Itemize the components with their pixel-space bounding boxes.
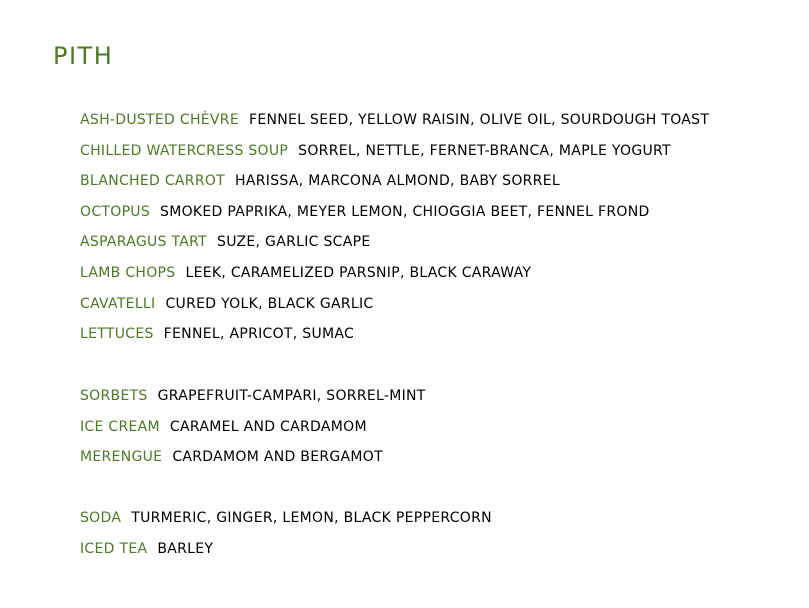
menu-item-name: CHILLED WATERCRESS SOUP — [80, 142, 289, 159]
menu-item-name: MERENGUE — [80, 449, 163, 466]
menu-item-name: BLANCHED CARROT — [80, 173, 226, 190]
menu-item-description: SMOKED PAPRIKA, MEYER LEMON, CHIOGGIA BEET, FENNEL FROND — [160, 203, 650, 220]
menu-item-description: SORREL, NETTLE, FERNET-BRANCA, MAPLE YOGURT — [298, 142, 671, 159]
menu-item — [80, 266, 709, 297]
menu-item-name: SODA — [80, 510, 122, 526]
menu-item-description: FENNEL, APRICOT, SUMAC — [163, 326, 355, 343]
menu-item-name: LETTUCES — [80, 326, 154, 343]
menu-item — [80, 450, 426, 481]
menu-item-description: BARLEY — [157, 540, 214, 557]
menu-item-name: ICED TEA — [80, 540, 148, 557]
menu-item — [80, 511, 492, 542]
menu-section-sweets — [80, 389, 426, 481]
menu-item — [80, 235, 709, 266]
menu-item — [80, 327, 709, 358]
menu-item-name: ASPARAGUS TART — [80, 234, 208, 251]
menu-section-savory — [80, 113, 709, 358]
menu-item-description: TURMERIC, GINGER, LEMON, BLACK PEPPERCORN — [131, 510, 492, 526]
menu-item — [80, 420, 426, 451]
menu-item-name: CAVATELLI — [80, 295, 156, 312]
menu-item — [80, 542, 492, 573]
menu-item-description: CARAMEL AND CARDAMOM — [169, 418, 367, 435]
menu-item — [80, 174, 709, 205]
menu-section-drinks — [80, 511, 492, 572]
menu-item-description: SUZE, GARLIC SCAPE — [217, 234, 371, 251]
menu-item-name: SORBETS — [80, 388, 148, 404]
menu-item-description: HARISSA, MARCONA ALMOND, BABY SORREL — [235, 173, 560, 190]
menu-item-description: CURED YOLK, BLACK GARLIC — [165, 295, 374, 312]
menu-item-name: ASH-DUSTED CHÈVRE — [80, 112, 239, 128]
menu-item-name: LAMB CHOPS — [80, 264, 176, 281]
menu-item — [80, 113, 709, 144]
menu-item-name: OCTOPUS — [80, 203, 151, 220]
menu-item-name: ICE CREAM — [80, 418, 160, 435]
page-title: PITH — [53, 42, 114, 70]
menu-item-description: LEEK, CARAMELIZED PARSNIP, BLACK CARAWAY — [185, 264, 532, 281]
menu-item — [80, 389, 426, 420]
menu-item — [80, 144, 709, 175]
menu-item-description: FENNEL SEED, YELLOW RAISIN, OLIVE OIL, SOURDOUGH TOAST — [248, 112, 710, 128]
menu-item-description: CARDAMOM AND BERGAMOT — [172, 449, 383, 466]
menu-item — [80, 205, 709, 236]
menu-item-description: GRAPEFRUIT-CAMPARI, SORREL-MINT — [157, 388, 426, 404]
menu-item — [80, 297, 709, 328]
